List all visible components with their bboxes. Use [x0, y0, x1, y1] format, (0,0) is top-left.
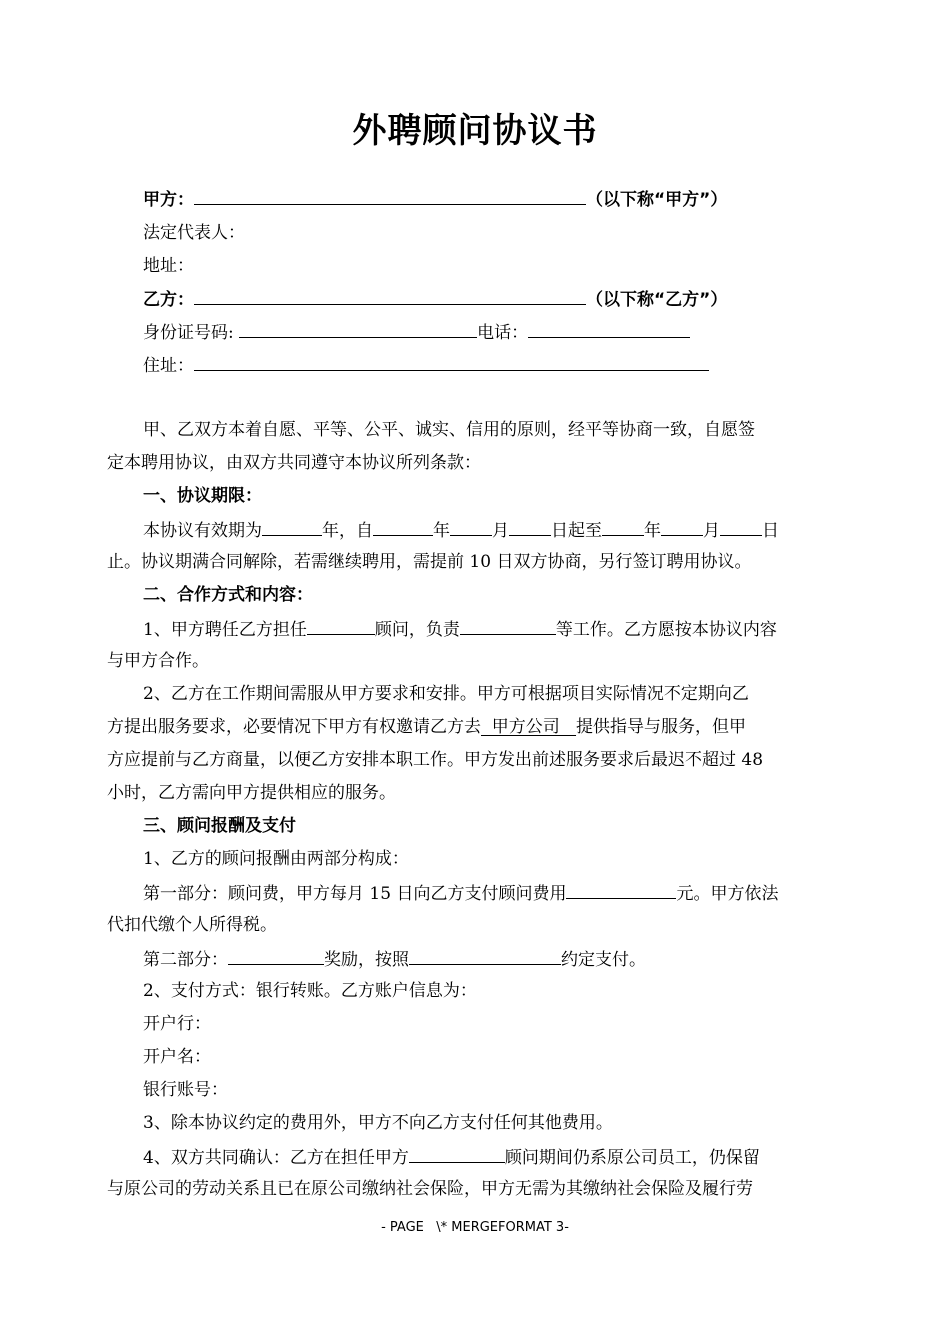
page-footer: - PAGE \* MERGEFORMAT 3- [381, 1220, 569, 1235]
phone-label: 电话： [477, 323, 529, 343]
party-a-line [143, 186, 727, 212]
section-1-heading: 一、协议期限： [143, 486, 262, 506]
document-title: 外聘顾问协议书 [352, 111, 598, 151]
service-text-a: 方提出服务要求，必要情况下甲方有权邀请乙方去 [107, 717, 481, 737]
fee-text-b: 元。甲方依法 [676, 884, 779, 904]
id-phone-line [143, 319, 690, 345]
residence-blank [194, 352, 709, 371]
account-number-line: 银行账号： [143, 1080, 228, 1100]
consultant-role-blank [409, 1144, 505, 1163]
start-day-blank [509, 517, 551, 536]
bonus-text-b: 奖励，按照 [324, 950, 409, 970]
start-month-blank [450, 517, 492, 536]
party-b-label: 乙方： [143, 290, 194, 310]
party-b-suffix: （以下称“乙方”） [586, 290, 728, 310]
term-text-b: 年，自 [322, 521, 373, 541]
party-a-suffix: （以下称“甲方”） [586, 190, 728, 210]
intro-line-2: 定本聘用协议，由双方共同遵守本协议所列条款： [107, 453, 481, 473]
id-number-blank [239, 319, 477, 338]
term-text-a: 本协议有效期为 [143, 521, 262, 541]
term-text-c: 年 [433, 521, 450, 541]
section-3-p4-line-2: 与原公司的劳动关系且已在原公司缴纳社会保险，甲方无需为其缴纳社会保险及履行劳 [107, 1179, 753, 1199]
end-day-blank [720, 517, 762, 536]
term-text-e: 日起至 [551, 521, 602, 541]
section-3-part2 [143, 946, 646, 972]
section-2-p1-line-2: 与甲方合作。 [107, 651, 209, 671]
bank-line: 开户行： [143, 1014, 211, 1034]
section-3-part1-line-1 [143, 880, 778, 906]
end-year-blank [602, 517, 644, 536]
service-text-b: 提供指导与服务，但甲 [576, 717, 747, 737]
party-a-label: 甲方： [143, 190, 194, 210]
section-3-p2: 2、支付方式：银行转账。乙方账户信息为： [143, 981, 477, 1001]
term-text-f: 年 [644, 521, 661, 541]
section-1-line-2: 止。协议期满合同解除，若需继续聘用，需提前 10 日双方协商，另行签订聘用协议。 [107, 552, 752, 572]
section-2-p2-line-4: 小时，乙方需向甲方提供相应的服务。 [107, 783, 396, 803]
section-3-p1: 1、乙方的顾问报酬由两部分构成： [143, 849, 409, 869]
role-text-b: 顾问，负责 [374, 620, 460, 640]
section-3-p3: 3、除本协议约定的费用外，甲方不向乙方支付任何其他费用。 [143, 1113, 613, 1133]
term-text-d: 月 [492, 521, 509, 541]
id-number-label: 身份证号码: [143, 323, 234, 343]
section-3-part1-line-2: 代扣代缴个人所得税。 [107, 915, 277, 935]
end-month-blank [661, 517, 703, 536]
confirm-text-a: 4、双方共同确认：乙方在担任甲方 [143, 1148, 409, 1168]
party-a-blank [194, 186, 586, 205]
confirm-text-b: 顾问期间仍系原公司员工，仍保留 [504, 1148, 760, 1168]
bonus-text-c: 约定支付。 [561, 950, 646, 970]
account-name-line: 开户名： [143, 1047, 211, 1067]
section-2-heading: 二、合作方式和内容： [143, 585, 313, 605]
duty-blank [460, 616, 556, 635]
role-text-c: 等工作。乙方愿按本协议内容 [555, 620, 777, 640]
bonus-basis-blank [409, 946, 561, 965]
bonus-blank [228, 946, 324, 965]
start-year-blank [373, 517, 433, 536]
fee-blank [566, 880, 676, 899]
intro-line-1: 甲、乙双方本着自愿、平等、公平、诚实、信用的原则，经平等协商一致，自愿签 [143, 420, 755, 440]
section-2-p1-line-1 [143, 616, 777, 642]
section-2-p2-line-1: 2、乙方在工作期间需服从甲方要求和安排。甲方可根据项目实际情况不定期向乙 [143, 684, 749, 704]
section-2-p2-line-2 [107, 715, 746, 739]
term-text-h: 日 [762, 521, 779, 541]
section-2-p2-line-3: 方应提前与乙方商量，以便乙方安排本职工作。甲方发出前述服务要求后最迟不超过 48 [107, 750, 764, 770]
address-line: 地址： [143, 256, 194, 276]
legal-rep-line: 法定代表人： [143, 223, 245, 243]
phone-blank [528, 319, 690, 338]
term-text-g: 月 [703, 521, 720, 541]
company-underlined: 甲方公司 [481, 717, 577, 737]
residence-label: 住址： [143, 356, 194, 376]
section-3-heading: 三、顾问报酬及支付 [143, 816, 296, 836]
term-years-blank [262, 517, 322, 536]
section-1-line-1 [143, 517, 779, 543]
residence-line [143, 352, 709, 378]
section-3-p4-line-1 [143, 1144, 760, 1170]
party-b-line [143, 286, 727, 312]
role-blank [307, 616, 375, 635]
role-text-a: 1、甲方聘任乙方担任 [143, 620, 307, 640]
party-b-blank [194, 286, 586, 305]
bonus-text-a: 第二部分： [143, 950, 228, 970]
fee-text-a: 第一部分：顾问费，甲方每月 15 日向乙方支付顾问费用 [143, 884, 567, 904]
